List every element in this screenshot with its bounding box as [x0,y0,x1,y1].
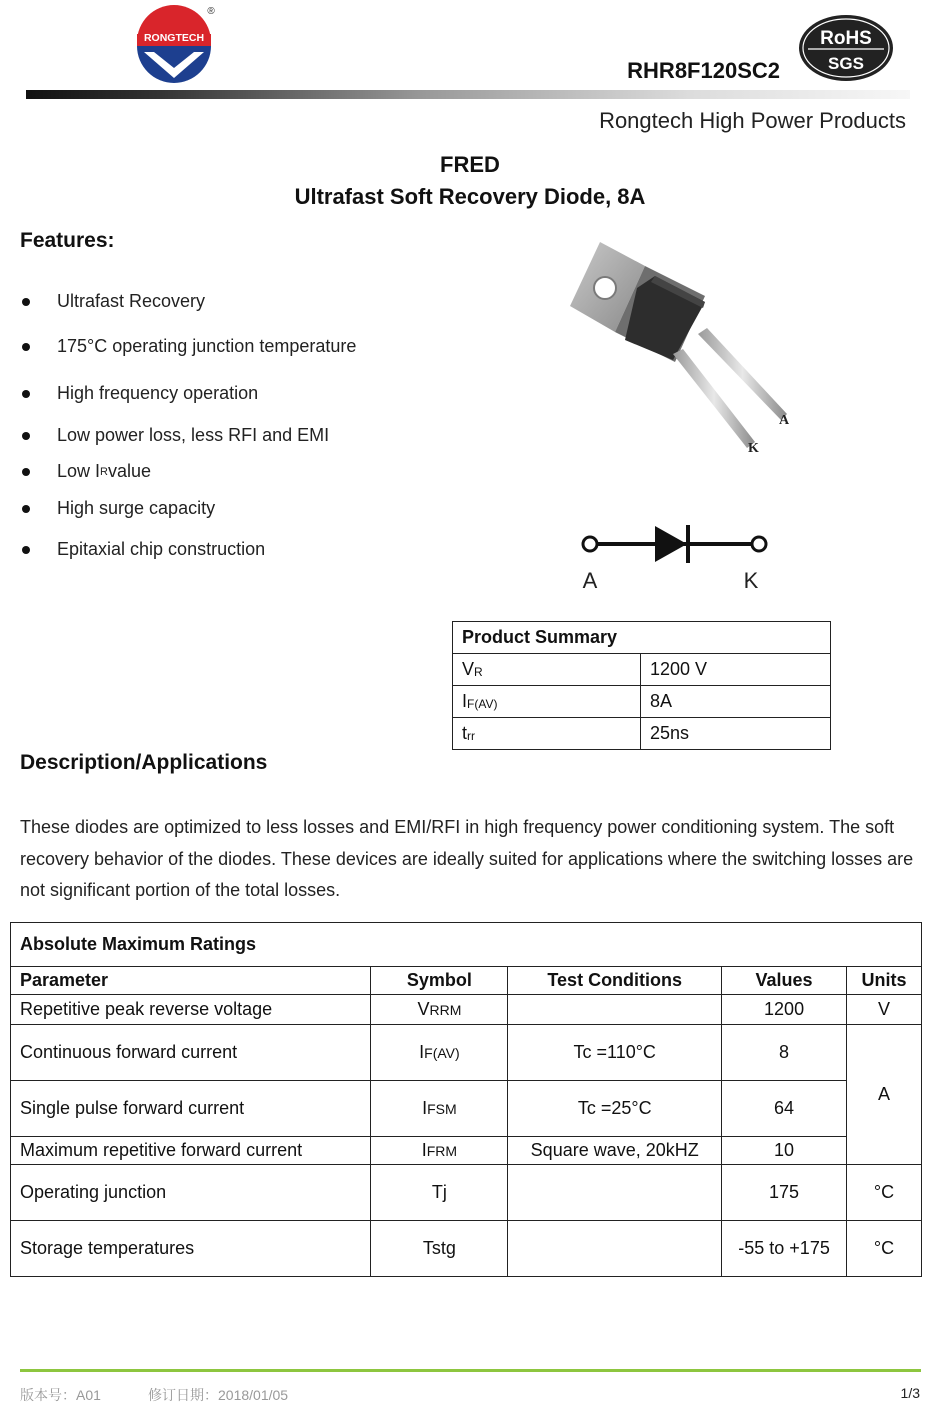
bullet-icon [22,468,30,476]
feature-item: High surge capacity [22,498,215,519]
param-cell: Storage temperatures [11,1221,371,1277]
footer-revision-date: 修订日期：2018/01/05 [148,1387,289,1403]
table-row [453,686,831,718]
table-row [11,1221,922,1277]
product-summary-title: Product Summary [453,622,831,654]
description-heading: Description/Applications [20,751,268,774]
table-row [11,1137,922,1165]
symbol-cell: VRRM [371,995,508,1025]
param-cell: Continuous forward current [11,1025,371,1081]
unit-cell: A [847,1025,922,1165]
part-number: RHR8F120SC2 [627,58,780,83]
logo-brand-text: RONGTECH [143,32,205,44]
value-cell: -55 to +175 [722,1221,847,1277]
table-row [11,1165,922,1221]
registered-mark: ® [207,6,215,17]
symbol-cell: Tj [371,1165,508,1221]
value-cell: 8 [722,1025,847,1081]
features-heading: Features: [20,229,115,252]
symbol-cell: Tstg [371,1221,508,1277]
sgs-text: SGS [828,54,864,73]
description-text: These diodes are optimized to less losses and EMI/RFI in high frequency power conditioning system. The soft recovery behavior of the diodes. These devices are ideally suited for applications where the switching losses are not significant portion of the total losses. [20,817,914,900]
package-image [555,236,800,461]
table-row [11,923,922,967]
table-row [11,1025,922,1081]
column-header: Parameter [11,967,371,995]
unit-cell: °C [847,1221,922,1277]
feature-item: Epitaxial chip construction [22,539,265,560]
summary-value: 25ns [641,718,831,750]
condition-cell [508,995,722,1025]
bullet-icon [22,298,30,306]
condition-cell [508,1221,722,1277]
symbol-cell: IF(AV) [371,1025,508,1081]
unit-cell: °C [847,1165,922,1221]
diode-symbol [570,515,780,600]
column-header: Values [722,967,847,995]
bullet-icon [22,343,30,351]
symbol-cell: IFRM [371,1137,508,1165]
doc-title-line2: Ultrafast Soft Recovery Diode, 8A [294,184,646,209]
summary-symbol: $I_{F(AV)}$ [453,686,641,718]
bullet-icon [22,432,30,440]
feature-item: Ultrafast Recovery [22,291,205,312]
param-cell: Single pulse forward current [11,1081,371,1137]
summary-symbol: $V_R$ [453,654,641,686]
symbol-cell: IFSM [371,1081,508,1137]
table-row [453,718,831,750]
rongtech-logo [132,4,224,84]
table-row [11,995,922,1025]
feature-item: High frequency operation [22,383,258,404]
table-row [11,1081,922,1137]
condition-cell: Tc =25°C [508,1081,722,1137]
feature-item: Low power loss, less RFI and EMI [22,425,329,446]
column-header: Test Conditions [508,967,722,995]
unit-cell: V [847,995,922,1025]
summary-value: 1200 V [641,654,831,686]
rohs-sgs-badge [796,12,896,84]
column-header: Symbol [371,967,508,995]
summary-symbol: $t_{rr}$ [453,718,641,750]
footer-version: 版本号：A01 [20,1387,101,1403]
bullet-icon [22,505,30,513]
bullet-icon [22,390,30,398]
doc-title-line1: FRED [440,152,500,177]
feature-item: 175°C operating junction temperature [22,336,356,357]
condition-cell [508,1165,722,1221]
param-cell: Repetitive peak reverse voltage [11,995,371,1025]
table-row [453,654,831,686]
cathode-label: K [743,568,759,593]
absolute-max-ratings-table [10,922,922,1277]
param-cell: Operating junction [11,1165,371,1221]
anode-label: A [582,568,598,593]
rohs-text: RoHS [820,28,872,49]
footer-divider [20,1369,921,1372]
product-summary-table [452,621,831,750]
header-subtitle: Rongtech High Power Products [599,108,906,133]
param-cell: Maximum repetitive forward current [11,1137,371,1165]
condition-cell: Square wave, 20kHZ [508,1137,722,1165]
condition-cell: Tc =110°C [508,1025,722,1081]
value-cell: 1200 [722,995,847,1025]
value-cell: 64 [722,1081,847,1137]
value-cell: 175 [722,1165,847,1221]
table-header-row [11,967,922,995]
pin-label-a: A [779,413,790,428]
column-header: Units [847,967,922,995]
pin-label-k: K [748,441,759,456]
value-cell: 10 [722,1137,847,1165]
summary-value: 8A [641,686,831,718]
ratings-title: Absolute Maximum Ratings [11,923,922,967]
table-row [453,622,831,654]
page-number: 1/3 [900,1385,920,1401]
bullet-icon [22,546,30,554]
feature-item-low-ir: Low I R value [22,461,151,482]
header-divider [26,90,910,99]
